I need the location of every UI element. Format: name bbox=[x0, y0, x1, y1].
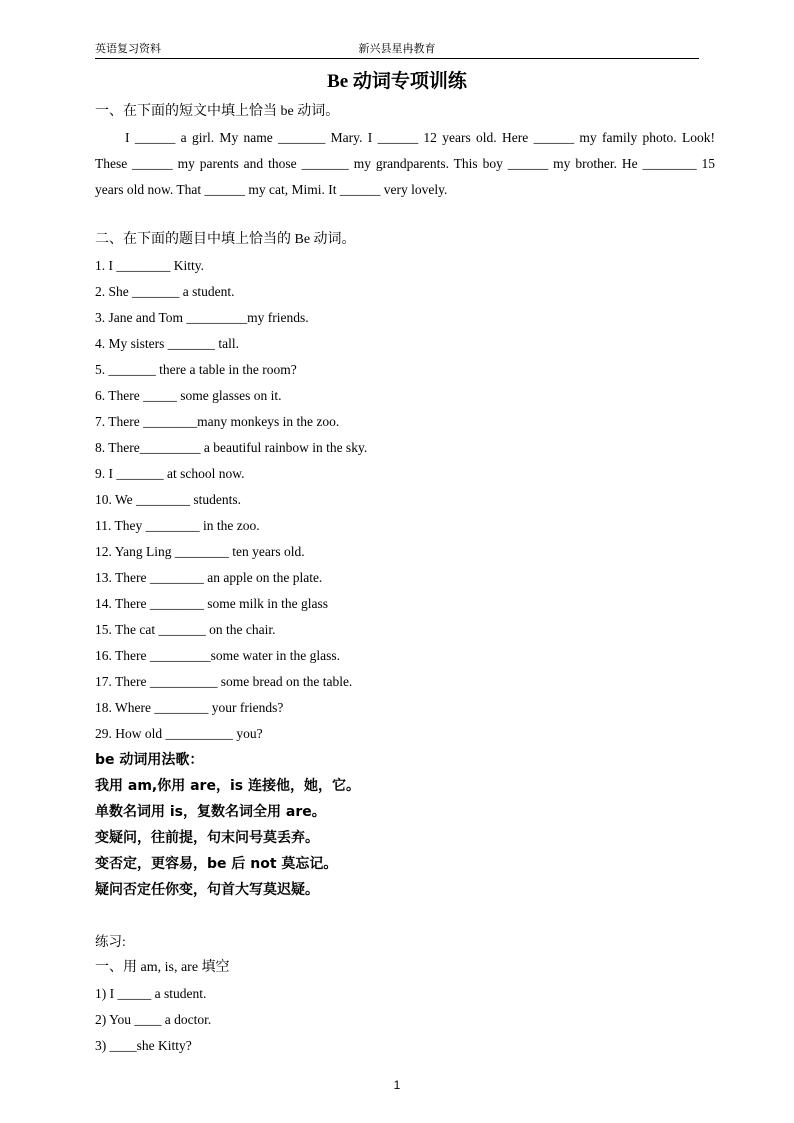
document-title: Be 动词专项训练 bbox=[327, 71, 467, 92]
page-number: 1 bbox=[393, 1078, 401, 1092]
exercise-item: 9. I _______ at school now. bbox=[95, 466, 245, 481]
exercise-item: 8. There_________ a beautiful rainbow in the sky. bbox=[95, 440, 368, 455]
document-body bbox=[95, 99, 715, 1059]
practice-item: 3) ____she Kitty? bbox=[95, 1038, 192, 1053]
spacer bbox=[95, 903, 715, 929]
rhyme-title: be 动词用法歌： bbox=[95, 752, 204, 768]
section1-paragraph: I ______ a girl. My name _______ Mary. I ______ 12 years old. Here ______ my family photo. Look! These ______ my parents and those _______ my grandparents. This boy ______ my brother. He ________ 15 years old now. That ______ my cat, Mimi. It ______ very lovely. bbox=[95, 130, 715, 197]
exercise-item: 3. Jane and Tom _________my friends. bbox=[95, 310, 309, 325]
section2-list bbox=[95, 253, 715, 747]
rhyme-line: 变否定，更容易，be 后 not 莫忘记。 bbox=[95, 856, 338, 872]
page-header bbox=[95, 40, 699, 59]
exercise-item: 18. Where ________ your friends? bbox=[95, 700, 284, 715]
exercise-item: 4. My sisters _______ tall. bbox=[95, 336, 239, 351]
exercise-item: 14. There ________ some milk in the glass bbox=[95, 596, 328, 611]
section1-heading: 一、在下面的短文中填上恰当 be 动词。 bbox=[95, 104, 340, 119]
section2-heading: 二、在下面的题目中填上恰当的 Be 动词。 bbox=[95, 232, 356, 247]
exercise-item: 13. There ________ an apple on the plate. bbox=[95, 570, 323, 585]
exercise-item: 16. There _________some water in the glass. bbox=[95, 648, 340, 663]
exercise-item: 5. _______ there a table in the room? bbox=[95, 362, 297, 377]
exercise-item: 6. There _____ some glasses on it. bbox=[95, 388, 282, 403]
practice-label: 练习: bbox=[95, 934, 126, 949]
practice-heading: 一、用 am, is, are 填空 bbox=[95, 960, 230, 975]
practice-item: 2) You ____ a doctor. bbox=[95, 1012, 212, 1027]
practice-item: 1) I _____ a student. bbox=[95, 986, 207, 1001]
exercise-item: 10. We ________ students. bbox=[95, 492, 242, 507]
rhyme-line: 单数名词用 is，复数名词全用 are。 bbox=[95, 804, 326, 820]
exercise-item: 7. There ________many monkeys in the zoo. bbox=[95, 414, 340, 429]
header-center-text: 新兴县星冉教育 bbox=[358, 42, 436, 55]
rhyme-line: 我用 am,你用 are，is 连接他，她，它。 bbox=[95, 778, 360, 794]
rhyme-line: 疑问否定任你变，句首大写莫迟疑。 bbox=[95, 882, 319, 898]
exercise-item: 29. How old __________ you? bbox=[95, 726, 263, 741]
exercise-item: 11. They ________ in the zoo. bbox=[95, 518, 260, 533]
exercise-item: 15. The cat _______ on the chair. bbox=[95, 622, 276, 637]
header-left-text: 英语复习资料 bbox=[95, 42, 161, 55]
rhyme-line: 变疑问，往前提，句末问号莫丢弃。 bbox=[95, 830, 319, 846]
exercise-item: 2. She _______ a student. bbox=[95, 284, 235, 299]
exercise-item: 12. Yang Ling ________ ten years old. bbox=[95, 544, 305, 559]
exercise-item: 1. I ________ Kitty. bbox=[95, 258, 204, 273]
exercise-item: 17. There __________ some bread on the table. bbox=[95, 674, 353, 689]
